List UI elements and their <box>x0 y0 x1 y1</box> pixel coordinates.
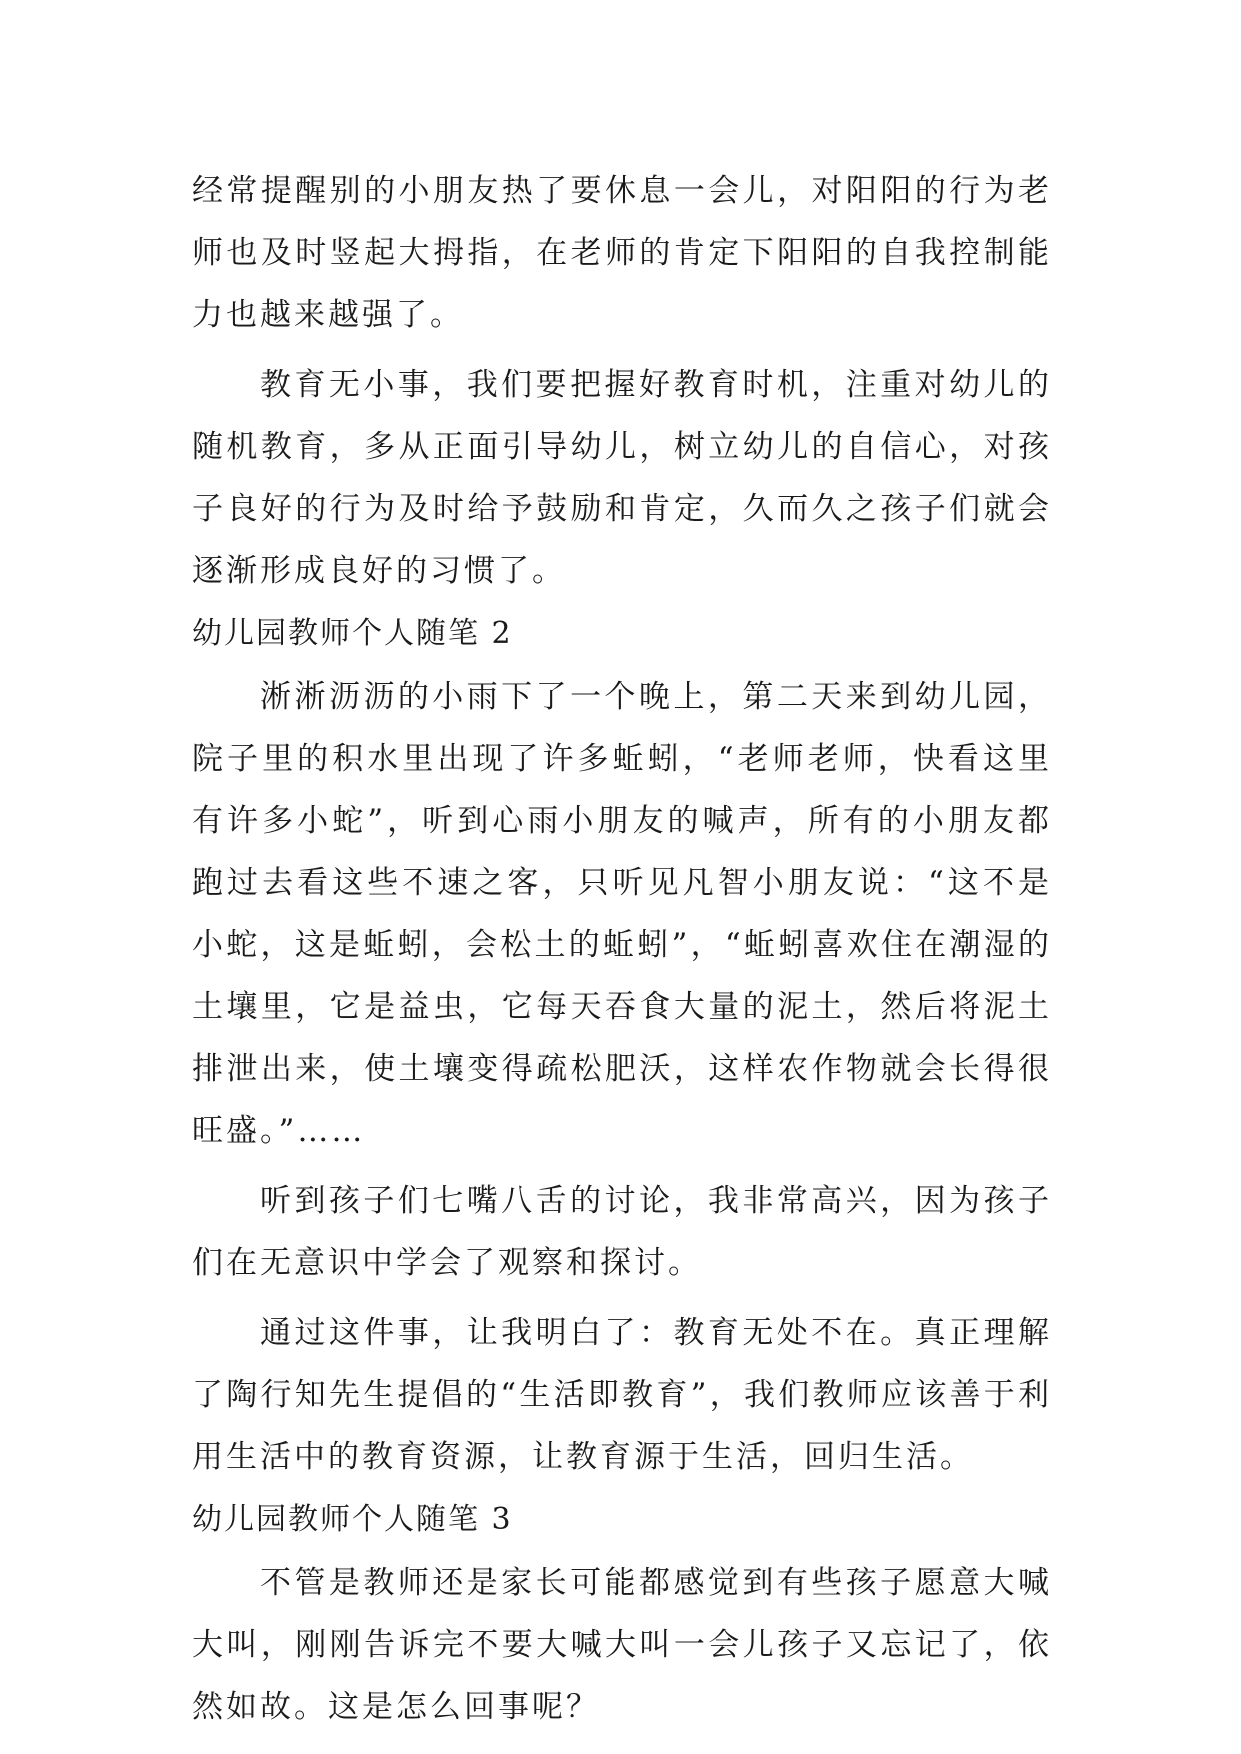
section-heading: 幼儿园教师个人随笔 2 <box>192 616 513 651</box>
paragraph: 经常提醒别的小朋友热了要休息一会儿，对阳阳的行为老师也及时竖起大拇指，在老师的肯定下阳阳的自我控制能力也越来越强了。 <box>192 173 1052 333</box>
paragraph: 不管是教师还是家长可能都感觉到有些孩子愿意大喊大叫，刚刚告诉完不要大喊大叫一会儿孩子又忘记了，依然如故。这是怎么回事呢？ <box>192 1565 1052 1725</box>
section-heading: 幼儿园教师个人随笔 3 <box>192 1502 513 1537</box>
paragraph: 通过这件事，让我明白了：教育无处不在。真正理解了陶行知先生提倡的“生活即教育”，我们教师应该善于利用生活中的教育资源，让教育源于生活，回归生活。 <box>192 1315 1052 1475</box>
document-body <box>192 160 1052 1738</box>
paragraph: 听到孩子们七嘴八舌的讨论，我非常高兴，因为孩子们在无意识中学会了观察和探讨。 <box>192 1183 1052 1281</box>
paragraph: 淅淅沥沥的小雨下了一个晚上，第二天来到幼儿园，院子里的积水里出现了许多蚯蚓，“老师老师，快看这里有许多小蛇”，听到心雨小朋友的喊声，所有的小朋友都跑过去看这些不速之客，只听见凡智小朋友说：“这不是小蛇，这是蚯蚓，会松土的蚯蚓”，“蚯蚓喜欢住在潮湿的土壤里，它是益虫，它每天吞食大量的泥土，然后将泥土排泄出来，使土壤变得疏松肥沃，这样农作物就会长得很旺盛。”…… <box>192 679 1052 1149</box>
paragraph: 教育无小事，我们要把握好教育时机，注重对幼儿的随机教育，多从正面引导幼儿，树立幼儿的自信心，对孩子良好的行为及时给予鼓励和肯定，久而久之孩子们就会逐渐形成良好的习惯了。 <box>192 367 1052 589</box>
